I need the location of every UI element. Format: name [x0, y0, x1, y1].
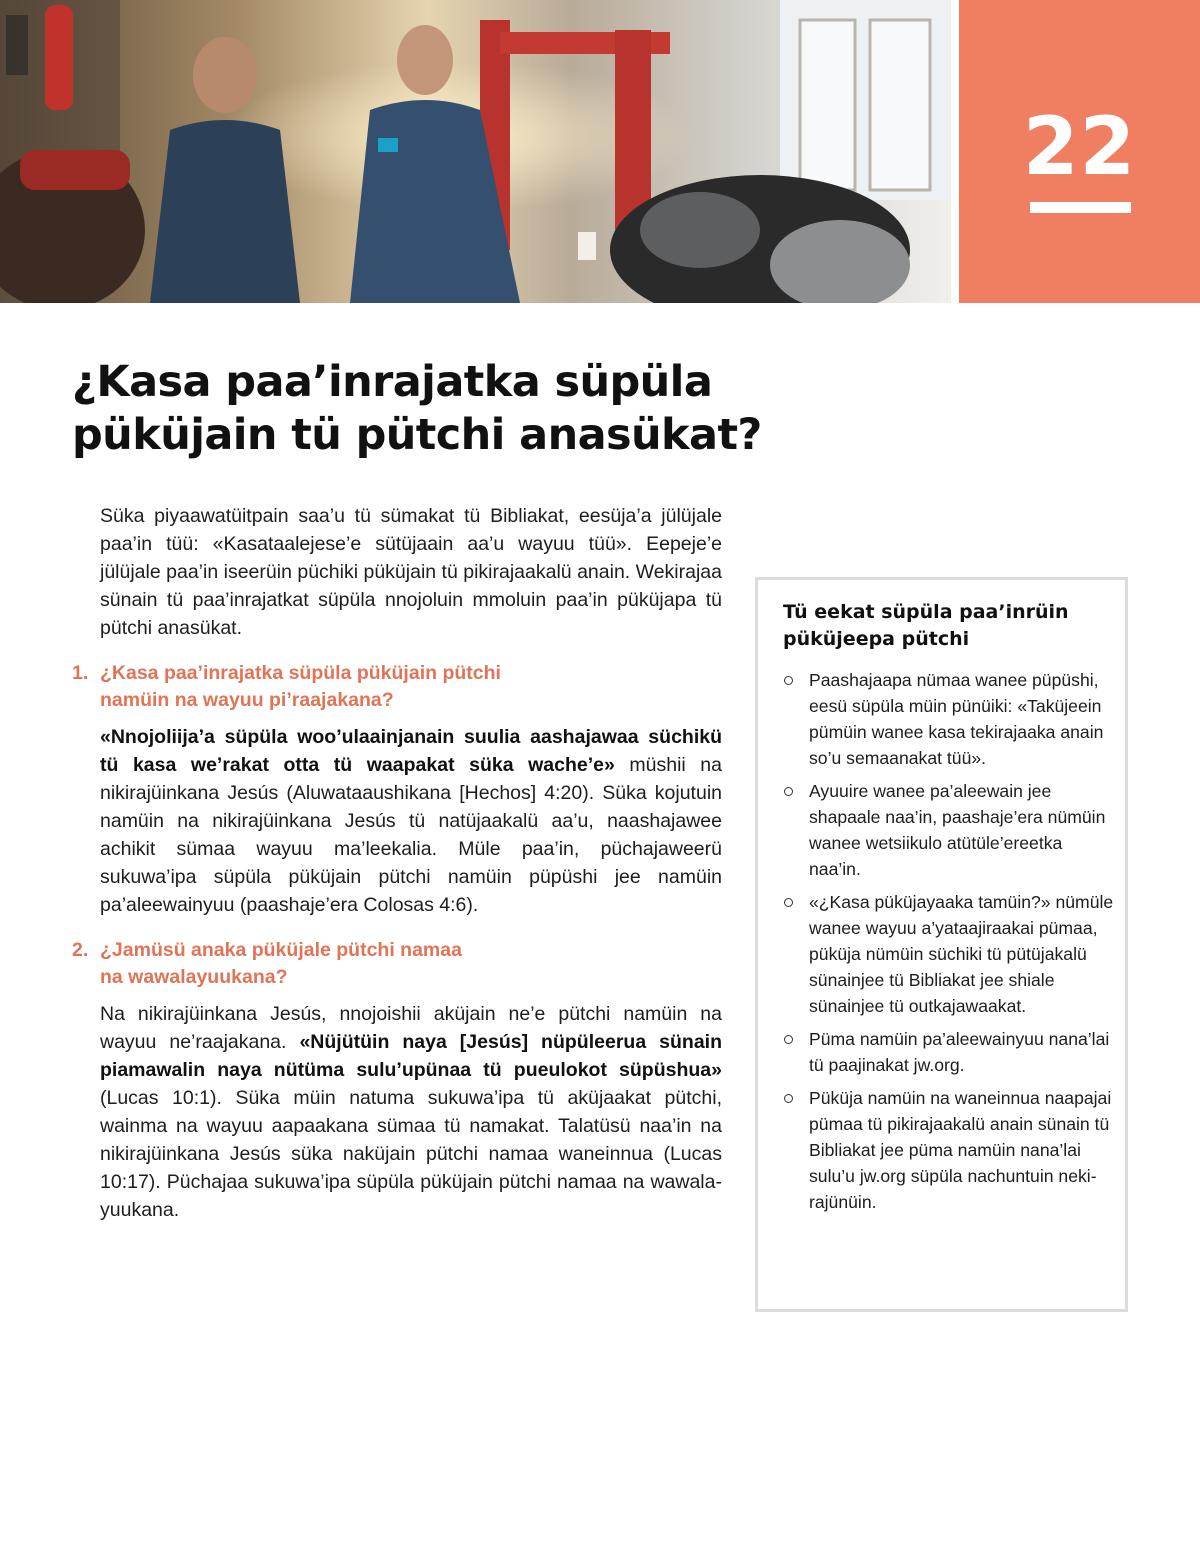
tips-list-item-text: Püküja namüin na waneinnua naapajai pümaa tü pikirajaakalü anain sünain tü Bibliakat jee püma namüin nana’lai sulu’u jw.org süpüla nachuntuin nekirajünüin.: [809, 1088, 1112, 1212]
section-1-answer: [100, 723, 722, 919]
header-divider: [951, 0, 959, 303]
circle-bullet-icon: [784, 898, 793, 907]
tips-list: [758, 667, 1125, 1215]
tips-list-item-text: Paashajaapa nümaa wanee püpüshi, eesü süpüla müin pünüiki: «Taküjeein pümüin wanee kasa tekirajaaka anain so’u semaanakat tüü».: [809, 670, 1104, 768]
page-title-line2: püküjain tü pütchi anasükat?: [72, 410, 762, 460]
section-1-quote: «Nnojoliija’a süpüla woo’ulaainjanain suulia aashajawaa süchikü tü kasa we’rakat otta tü waapakat süka wache’e»: [100, 726, 722, 776]
section-1-number: 1.: [72, 662, 89, 684]
page-title-line1: ¿Kasa paa’inrajatka süpüla: [72, 357, 713, 407]
circle-bullet-icon: [784, 787, 793, 796]
main-content: [72, 502, 722, 1224]
section-1-question-line1: ¿Kasa paa’inrajatka süpüla püküjain pütchi: [100, 662, 501, 684]
tips-list-item: [782, 667, 1115, 771]
tips-list-item-text: Ayuuire wanee pa’aleewain jee shapaale naa’in, paashaje’era nümüin wanee wetsiikulo atütüle’ereetka naa’in.: [809, 781, 1106, 879]
section-1-question: [72, 660, 722, 714]
tips-list-item-text: Püma namüin pa’aleewainyuu nana’lai tü paajinakat jw.org.: [809, 1029, 1110, 1075]
tips-sidebar: [755, 577, 1128, 1312]
circle-bullet-icon: [784, 1035, 793, 1044]
section-1-question-line2: namüin na wayuu pi’raajakana?: [100, 689, 394, 711]
section-2-text-after: (Lucas 10:1). Süka müin natuma sukuwa’ipa tü aküjaakat pütchi, wainma na wayuu aapaakana sümaa tü namakat. Talatüsü naa’in na nikirajüinkana Jesús süka naküjain pütchi namaa waneinnua (Lucas 10:17). Püchajaa sukuwa’ipa süpüla püküjain pütchi namaa na wawalayuukana.: [100, 1087, 722, 1221]
photo-two-men-in-workshop-icon: [0, 0, 951, 303]
section-2-question: [72, 937, 722, 991]
lesson-number: 22: [1022, 100, 1137, 193]
tips-sidebar-title: [783, 599, 1125, 653]
lesson-number-badge: [959, 0, 1200, 303]
tips-list-item: [782, 1085, 1115, 1215]
intro-paragraph: Süka piyaawatüitpain saa’u tü sümakat tü Bibliakat, eesüja’a jülüjale paa’in tüü: «Kasataalejese’e sütüjaain aa’u wayuu tüü». Eepeje’e jülüjale paa’in iseerüin püchiki püküjain tü pikirajaakalü anain. Wekirajaa sünain tü paa’inrajatkat süpüla nnojoluin mmoluin paa’in püküjapa tü pütchi anasükat.: [100, 505, 722, 639]
tips-list-item: [782, 889, 1115, 1019]
tips-list-item-text: «¿Kasa püküjayaaka tamüin?» nümüle wanee wayuu a’yataajiraakai pümaa, püküja nümüin süchiki tü pütüjakalü sünainjee tü Bibliakat jee shiale sünainjee tü outkajawaakat.: [809, 892, 1114, 1016]
section-1-text: müshii na nikirajüinkana Jesús (Aluwataaushikana [Hechos] 4:20). Süka kojutuin namüin na nikirajüinkana Jesús tü natüjaakalü aa’u, naashajawee achikit sümaa wayuu ma’leekalia. Müle paa’in, püchajaweerü sukuwa’ipa süpüla püküjain pütchi namüin püpüshi jee namüin pa’aleewainyuu (paashaje’era Colosas 4:6).: [100, 754, 722, 916]
tips-list-item: [782, 1026, 1115, 1078]
section-2-text-before: Na nikirajüinkana Jesús, nnojoishii aküjain ne’e pütchi namüin na wayuu ne’raajakana.: [100, 1003, 722, 1053]
section-2-quote: «Nüjütüin naya [Jesús] nüpüleerua sünain piamawalin naya nütüma sulu’upünaa tü pueulokot süpüshua»: [100, 1031, 722, 1081]
circle-bullet-icon: [784, 1094, 793, 1103]
section-2-number: 2.: [72, 939, 89, 961]
tips-sidebar-title-line1: Tü eekat süpüla paa’inrüin: [783, 601, 1069, 623]
section-2-question-line1: ¿Jamüsü anaka püküjale pütchi namaa: [100, 939, 462, 961]
tips-list-item: [782, 778, 1115, 882]
section-2-question-line2: na wawalayuukana?: [100, 966, 288, 988]
tips-sidebar-title-line2: püküjeepa pütchi: [783, 628, 970, 650]
circle-bullet-icon: [784, 676, 793, 685]
section-2-answer: [100, 1000, 722, 1224]
page-title: [72, 356, 832, 462]
lesson-number-underline: [1030, 202, 1131, 213]
header-photo: [0, 0, 951, 303]
